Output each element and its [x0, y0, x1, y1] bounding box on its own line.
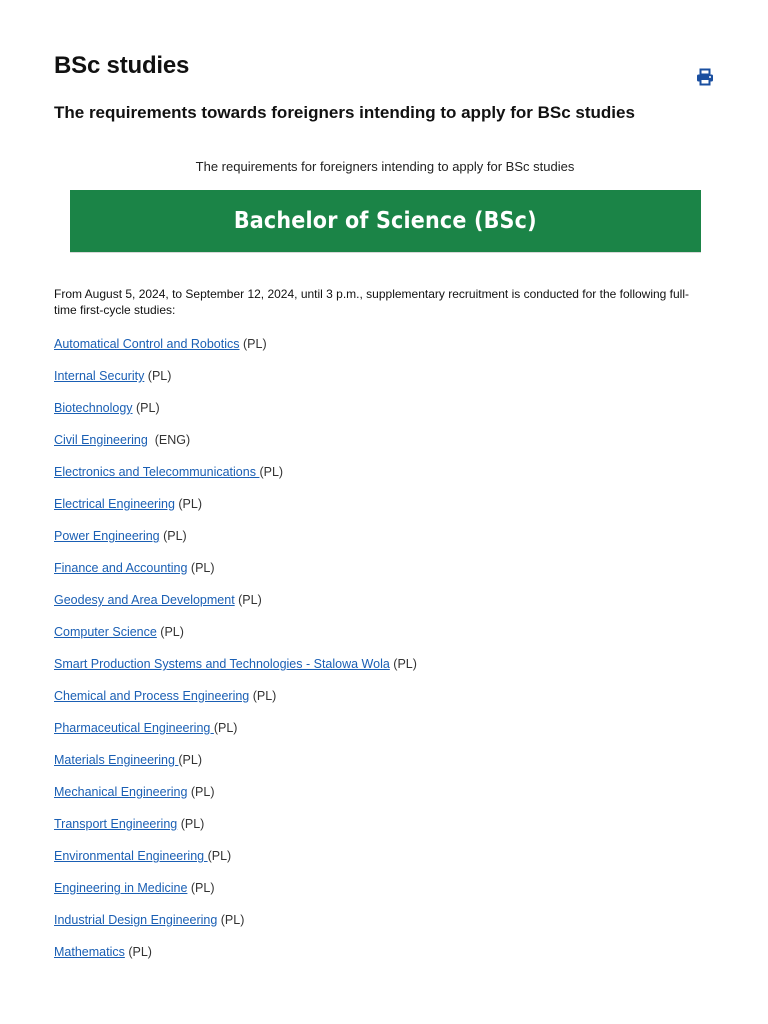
program-item	[54, 430, 417, 462]
program-language: (PL)	[259, 465, 284, 479]
program-link[interactable]: Civil Engineering	[54, 433, 148, 447]
program-link[interactable]: Geodesy and Area Development	[54, 593, 235, 607]
program-item	[54, 846, 417, 878]
program-link[interactable]: Internal Security	[54, 369, 145, 383]
program-language: (PL)	[187, 785, 215, 799]
program-item	[54, 814, 417, 846]
program-item	[54, 910, 417, 942]
program-item	[54, 942, 417, 974]
print-icon	[696, 68, 716, 86]
program-item	[54, 590, 417, 622]
program-language: (ENG)	[147, 433, 191, 447]
program-list	[54, 334, 417, 974]
print-button[interactable]	[696, 68, 716, 88]
program-language: (PL)	[217, 913, 245, 927]
page-title: BSc studies	[54, 52, 190, 79]
program-language: (PL)	[187, 561, 215, 575]
program-link[interactable]: Electrical Engineering	[54, 497, 175, 511]
program-item	[54, 462, 417, 494]
program-language: (PL)	[177, 817, 205, 831]
recruitment-intro: From August 5, 2024, to September 12, 2024, until 3 p.m., supplementary recruitment is conducted for the following full-time first-cycle studies:	[54, 287, 690, 317]
program-language: (PL)	[144, 369, 172, 383]
banner-title: Bachelor of Science (BSc)	[234, 208, 537, 234]
program-language: (PL)	[132, 401, 160, 415]
program-link[interactable]: Engineering in Medicine	[54, 881, 188, 895]
program-link[interactable]: Environmental Engineering	[54, 849, 208, 863]
section-caption: The requirements for foreigners intending to apply for BSc studies	[195, 159, 575, 174]
program-item	[54, 718, 417, 750]
program-item	[54, 878, 417, 910]
program-language: (PL)	[207, 849, 232, 863]
program-item	[54, 558, 417, 590]
program-link[interactable]: Power Engineering	[54, 529, 160, 543]
program-link[interactable]: Finance and Accounting	[54, 561, 188, 575]
program-language: (PL)	[174, 497, 202, 511]
program-language: (PL)	[389, 657, 417, 671]
program-language: (PL)	[124, 945, 152, 959]
program-link[interactable]: Automatical Control and Robotics	[54, 337, 240, 351]
program-link[interactable]: Transport Engineering	[54, 817, 178, 831]
program-item	[54, 686, 417, 718]
program-link[interactable]: Electronics and Telecommunications	[54, 465, 260, 479]
program-item	[54, 366, 417, 398]
program-language: (PL)	[234, 593, 262, 607]
program-item	[54, 782, 417, 814]
program-language: (PL)	[239, 337, 267, 351]
program-link[interactable]: Mathematics	[54, 945, 125, 959]
program-link[interactable]: Materials Engineering	[54, 753, 179, 767]
page-subtitle: The requirements towards foreigners intending to apply for BSc studies	[54, 103, 635, 122]
program-item	[54, 526, 417, 558]
program-link[interactable]: Biotechnology	[54, 401, 133, 415]
program-language: (PL)	[178, 753, 202, 767]
program-language: (PL)	[159, 529, 187, 543]
program-link[interactable]: Pharmaceutical Engineering	[54, 721, 214, 735]
program-item	[54, 750, 417, 782]
program-link[interactable]: Chemical and Process Engineering	[54, 689, 250, 703]
bsc-banner	[70, 190, 701, 253]
program-language: (PL)	[249, 689, 277, 703]
program-link[interactable]: Computer Science	[54, 625, 157, 639]
program-link[interactable]: Industrial Design Engineering	[54, 913, 218, 927]
program-language: (PL)	[156, 625, 184, 639]
program-item	[54, 398, 417, 430]
program-item	[54, 494, 417, 526]
program-link[interactable]: Smart Production Systems and Technologies - Stalowa Wola	[54, 657, 390, 671]
program-item	[54, 334, 417, 366]
program-item	[54, 654, 417, 686]
program-language: (PL)	[187, 881, 215, 895]
program-language: (PL)	[213, 721, 238, 735]
program-link[interactable]: Mechanical Engineering	[54, 785, 188, 799]
program-item	[54, 622, 417, 654]
